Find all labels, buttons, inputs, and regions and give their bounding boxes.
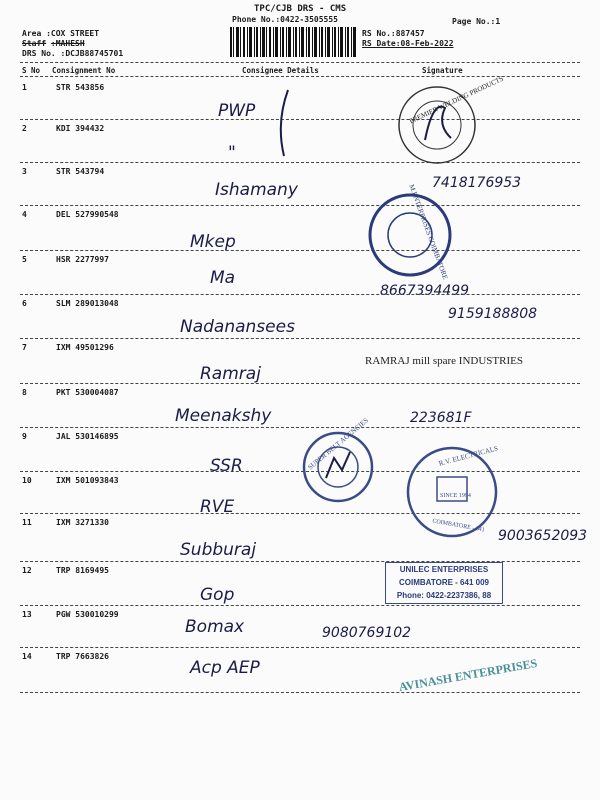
row-divider [20, 605, 580, 606]
row-divider [20, 427, 580, 428]
row-consignment-number: TRP 8169495 [56, 566, 109, 575]
column-header-sno: S No [22, 66, 41, 75]
column-header-consignee: Consignee Details [242, 66, 319, 75]
premier-stamp-text: PREMIER WELDING PRODUCTS [408, 74, 505, 126]
column-header-signature: Signature [422, 66, 463, 75]
row-divider [20, 250, 580, 251]
phone-number: Phone No.:0422-3505555 [232, 15, 338, 24]
row-signature-phone: 9080769102 [322, 625, 412, 641]
header-divider-top [20, 62, 580, 63]
row-consignment-number: IXM 3271330 [56, 518, 109, 527]
row-divider [20, 162, 580, 163]
row-signature-phone: 223681F [410, 410, 472, 426]
drs-number: DRS No. :DCJB88745701 [22, 49, 124, 58]
row-consignee-handwriting: Subburaj [180, 540, 257, 560]
unilec-name: UNILEC ENTERPRISES [399, 565, 489, 574]
unilec-phone: Phone: 0422-2237386, 88 [396, 591, 492, 600]
row-consignee-handwriting: Gop [200, 585, 235, 605]
row-consignment-number: TRP 7663826 [56, 652, 109, 661]
row-consignment-number: PGW 530010299 [56, 610, 119, 619]
row-sno: 3 [22, 167, 27, 176]
row-sno: 6 [22, 299, 27, 308]
rs-date: RS Date:08-Feb-2022 [362, 39, 454, 48]
row-sno: 4 [22, 210, 27, 219]
row-sno: 11 [22, 518, 32, 527]
row-sno: 9 [22, 432, 27, 441]
staff-value: :MAHESH [50, 39, 85, 48]
row-consignment-number: STR 543856 [56, 83, 105, 92]
area-field: Area :COX STREET [22, 29, 100, 38]
row-sno: 14 [22, 652, 32, 661]
avinash-stamp-text: AVINASH ENTERPRISES [397, 655, 539, 695]
ramraj-stamp-text: RAMRAJ mill spare INDUSTRIES [365, 355, 523, 367]
rs-number: RS No.:887457 [362, 29, 425, 38]
row-consignee-handwriting: Nadanansees [180, 317, 295, 337]
row-consignment-number: JAL 530146895 [56, 432, 119, 441]
row-divider [20, 383, 580, 384]
row-sno: 2 [22, 124, 27, 133]
row-consignee-handwriting: SSR [210, 456, 243, 476]
row-signature-phone: 8667394499 [380, 283, 470, 299]
row-consignment-number: IXM 501093843 [56, 476, 119, 485]
row-consignee-handwriting: Mkep [190, 232, 236, 252]
barcode [230, 27, 358, 57]
row-consignment-number: HSR 2277997 [56, 255, 109, 264]
row-sno: 5 [22, 255, 27, 264]
row-signature-phone: 7418176953 [432, 175, 522, 191]
row-consignment-number: PKT 530004087 [56, 388, 119, 397]
rv-since-text: SINCE 1994 [440, 493, 471, 499]
page-number: Page No.:1 [452, 17, 501, 26]
row-consignment-number: IXM 49501296 [56, 343, 114, 352]
row-sno: 1 [22, 83, 27, 92]
row-consignee-handwriting: Acp AEP [190, 658, 260, 678]
row-consignee-handwriting: Ishamany [215, 180, 298, 200]
row-consignee-handwriting: RVE [200, 497, 235, 517]
row-sno: 10 [22, 476, 32, 485]
row-consignee-handwriting: PWP [218, 101, 256, 121]
unilec-stamp [385, 562, 503, 604]
row-consignee-handwriting: Bomax [185, 617, 245, 637]
row-divider [20, 205, 580, 206]
row-sno: 13 [22, 610, 32, 619]
rv-city-text: COIMBATORE - 641 [431, 518, 486, 534]
row-divider [20, 119, 580, 120]
row-signature-phone: 9003652093 [498, 528, 588, 544]
row-sno: 7 [22, 343, 27, 352]
super-belt-text: SUPER BELT AGENCIES [306, 416, 370, 472]
row-divider [20, 294, 580, 295]
row-divider [20, 338, 580, 339]
row-divider [20, 692, 580, 693]
rv-electricals-text: R.V. ELECTRICALS [437, 444, 499, 468]
row-consignment-number: KDI 394432 [56, 124, 105, 133]
row-consignment-number: STR 543794 [56, 167, 105, 176]
staff-label: Staff [22, 39, 47, 48]
row-consignee-handwriting: Ramraj [200, 364, 261, 384]
m-enterprises-text: M.ENTERPRISES COIMBATORE [407, 183, 450, 281]
row-consignment-number: DEL 527990548 [56, 210, 119, 219]
column-header-consignment: Consignment No [52, 66, 116, 75]
unilec-city: COIMBATORE - 641 009 [399, 578, 489, 587]
row-signature-phone: 9159188808 [448, 306, 538, 322]
row-consignment-number: SLM 289013048 [56, 299, 119, 308]
row-consignee-handwriting: Ma [210, 268, 236, 288]
row-sno: 12 [22, 566, 32, 575]
bracket-mark [270, 88, 300, 158]
row-consignee-handwriting: " [228, 143, 236, 163]
document-title: TPC/CJB DRS - CMS [254, 4, 347, 14]
row-consignee-handwriting: Meenakshy [175, 406, 272, 426]
staff-field [22, 39, 85, 48]
row-divider [20, 647, 580, 648]
row-sno: 8 [22, 388, 27, 397]
